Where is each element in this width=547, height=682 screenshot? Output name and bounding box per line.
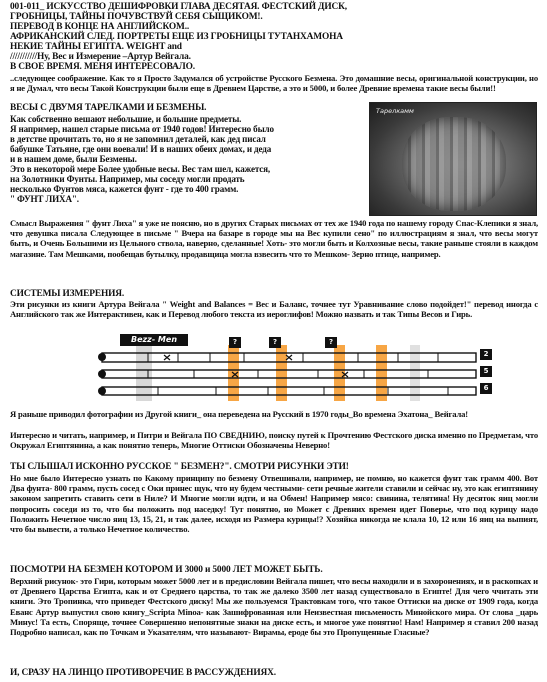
section1-line: бабушке Татьяне, где они воевали! И в наших обеих домах, и деда: [10, 144, 272, 154]
rod-knob: [98, 387, 106, 395]
question-marker: ?: [325, 337, 337, 348]
rod-knob: [98, 353, 106, 361]
question-marker: ?: [269, 337, 281, 348]
section1-line: и в нашем доме, были Безмены.: [10, 154, 137, 164]
section-title-measurement: СИСТЕМЫ ИЗМЕРЕНИЯ.: [10, 289, 125, 299]
section1-line: " ФУНТ ЛИХА".: [10, 194, 79, 204]
disk-photo: [369, 102, 537, 216]
header-line-6: ///////////Ну, Вес и Измерение –Артур Вейгала.: [10, 52, 191, 62]
figure-number: 2: [480, 349, 492, 360]
section-title-3000-5000: ПОСМОТРИ НА БЕЗМЕН КОТОРОМ И 3000 и 5000 ЛЕТ МОЖЕТ БЫТЬ.: [10, 565, 323, 575]
rod-ticks: [148, 353, 448, 395]
section1-line: несколько Фунтов мяса, кажется фунт - где то 400 грамм.: [10, 184, 239, 194]
section1-line: в детстве прочитать то, но я не запомнил деталей, как дед писал: [10, 134, 266, 144]
photo-caption: Тарелкамм: [376, 107, 414, 115]
section1-line: Это в некоторой мере Более удобные весы. Вес там шел, кажется,: [10, 164, 271, 174]
figure-number: 6: [480, 383, 492, 394]
header-line-7: В СВОЕ ВРЕМЯ. МЕНЯ ИНТЕРЕСОВАЛО.: [10, 62, 195, 72]
section-title-bezmen: ТЫ СЛЫШАЛ ИСКОННО РУССКОЕ " БЕЗМЕН?". СМОТРИ РИСУНКИ ЭТИ!: [10, 462, 349, 472]
intro-paragraph: ..следующее соображение. Как то я Просто Задумался об устройстве Русского Безмена. Это домашние весы, оригинальной конструкции, но я не Думал, что весы Такой Конструкции были еще в Древнем Царстве, а это и 5000, и более Древние времена такие весы были!!: [10, 73, 538, 94]
figure-label: Bezz- Men: [120, 334, 188, 346]
section1-line: Как собственно вешают небольшие, и большие предметы.: [10, 114, 242, 124]
closing-line: И, СРАЗУ НА ЛИНЦО ПРОТИВОРЕЧИЕ В РАССУЖДЕНИЯХ.: [10, 668, 276, 678]
header-line-5: НЕКИЕ ТАЙНЫ ЕГИПТА. WEIGHT and: [10, 42, 182, 52]
disk-relief-image: [402, 117, 506, 211]
figure-number: 5: [480, 366, 492, 377]
paragraph-funt-lixa: Смысл Выражения " фунт Лиха" я уже не поясню, но в других Старых письмах от тех же 1940 года по нашему городу Спас-Клепики я знал, что девушка писала Следующее в письме " Вчера на базаре в городе мы на Вес купили сено" по иллюстрациям я знал, что весы могут быть, и Очень Большими из Цельного ствола, наверно, сделанные! Хоть- это могли быть и Колхозные весы, такие раньше стояли в каждом магазине. Там Мешками, пообещав бутылку, продавщица могла взвесить что то Мешком- Зерно птице, например.: [10, 218, 538, 259]
paragraph-other-book: Я раньше приводил фотографии из Другой книги_ она переведена на Русский в 1970 годы_Во времена Эхатона_ Вейгала!: [10, 409, 468, 419]
question-marker: ?: [229, 337, 241, 348]
header-line-1: 001-011_ ИСКУССТВО ДЕШИФРОВКИ ГЛАВА ДЕСЯТАЯ. ФЕСТСКИЙ ДИСК,: [10, 2, 347, 12]
header-line-2: ГРОБНИЦЫ, ТАЙНЫ ПОЧУВСТВУЙ СЕБЯ СЫЩИКОМ!.: [10, 12, 263, 22]
header-line-4: АФРИКАНСКИЙ СЛЕД. ПОРТРЕТЫ ЕЩЕ ИЗ ГРОБНИЦЫ ТУТАНХАМОНА: [10, 32, 343, 42]
section1-line: на Золотники Фунты. Например, мы соседу могли продать: [10, 174, 245, 184]
paragraph-weigall-book: Эти рисунки из книги Артура Вейгала " Weight and Balances = Вес и Баланс, точнее тут Уравнивание слово подойдет!" перевод иногда с Английского так же Интерактивен, как и Перевод любого текста из иероглифов! Можно назвать и так Типы Весов и Гирь.: [10, 299, 538, 320]
section-title-scales: ВЕСЫ С ДВУМЯ ТАРЕЛКАМИ И БЕЗМЕНЫ.: [10, 103, 207, 113]
paragraph-funt-weight: Но мне было Интересно узнать по Какому принципу по безмену Отвешивали, например, не помню, но кажется фунт так грамм 400. Вот Два фунта- 800 грамм, пусть сосед с Оки принес щук, что ну будем честными- сети речные жители ставили и сейчас ну, это как египтянину законом запретить ставить сети в Ниле? И Многие могли идти, и на Обмен! Например мясо: свинина, телятина! Ну десяток яиц могли попросить соседи из то, что бы положить под наседку! Тут понятно, но Может с Древних времен идет Поверье, что под курицу надо Положить Нечетное число яиц 13, 15, 21, и так далее, исходя из Размера курицы!? Хозяйка никогда не клала 10, 12 или 16 яиц на выпият, что бы вывести, а только Нечетное количество.: [10, 473, 538, 535]
header-line-3: ПЕРЕВОД В КОНЦЕ НА АНГЛИЙСКОМ..: [10, 22, 190, 32]
section1-line: Я например, нашел старые письма от 1940 годов! Интересно было: [10, 124, 274, 134]
paragraph-petrie-weigall: Интересно и читать, например, и Питри и Вейгала ПО СВЕДНИЮ, поиску путей к Прочтению Фестского диска именно по Предметам, что Окружал Египтянина, а как понятно теперь, Многие Оттиски Обозначены Неверно!: [10, 430, 538, 451]
paragraph-weights-history: Верхний рисунок- это Гири, которым может 5000 лет и в предисловии Вейгала пишет, что весы находили и в захоронениях, и в раскопках и от Древнего Царства Египта, как и от Среднего царства, то так же далеко 3500 лет назад существовало в Египте! Для чего ччитать эти книги. Это Тропинка, что приведет Фестского диску! Мы же пользуемся Трактовкам того, что такое Оттиски на диске от 1909 года, когда Еванс Артур выпустил свою книгу_Scripta Minoa- как Зашифрованная или Неизвестная письменость Минойского мира. От слова _царь Минус! Та есть, Споряще, точнее Совершенно непонятные знаки на диске есть, и многое уже понятно! Нам! Например я ставил 200 назад Подробно написал, как по Точкам и Указателям, что называют- Вирамы, ероде бы это Пропущенные Гласные?: [10, 576, 538, 638]
rod-x-markers: [164, 355, 348, 377]
rod-knob: [98, 370, 106, 378]
